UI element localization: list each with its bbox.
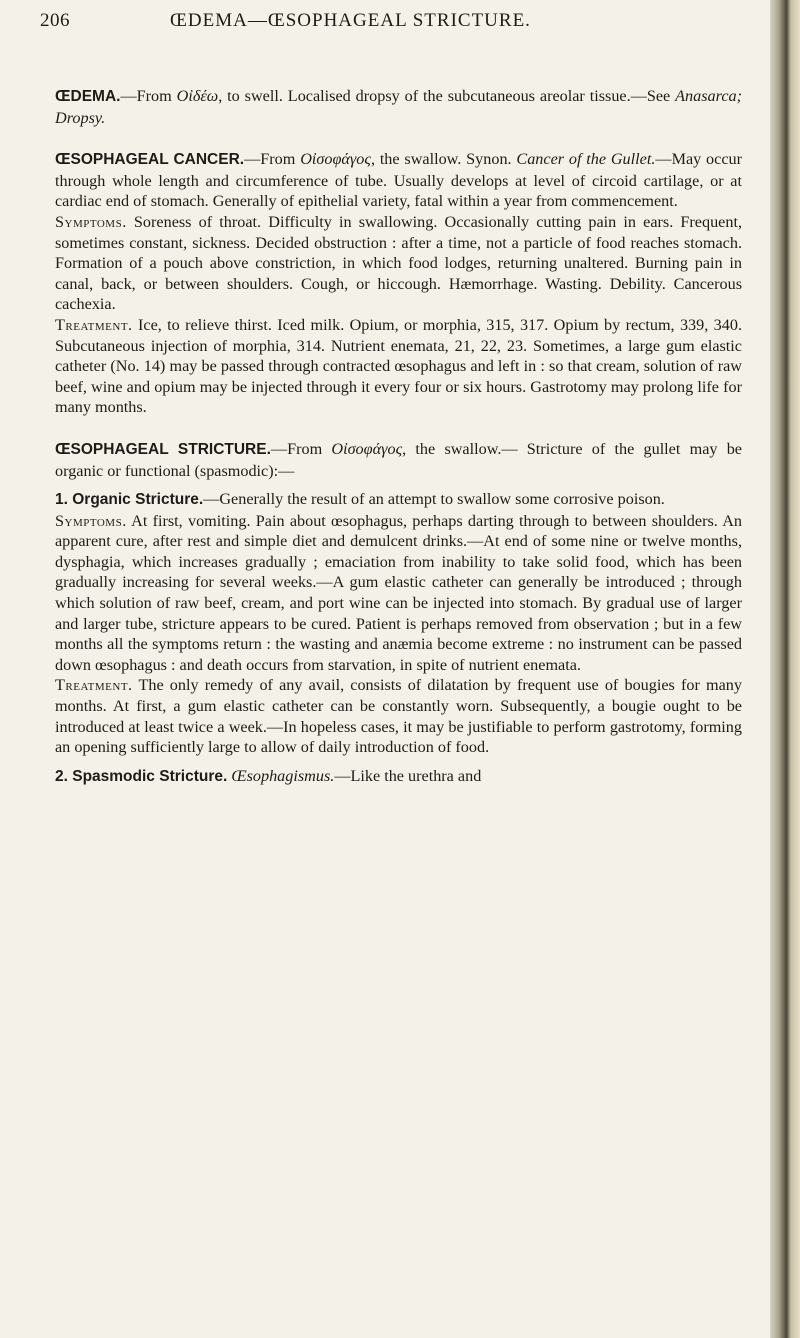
symptoms-text: Soreness of throat. Difficulty in swallowing. Occasionally cutting pain in ears. Frequent, sometimes constant, sickness. Decided obstruction : after a time, not a particle of food reaches stomach. Formation of a pouch above constriction, in which food lodges, returning unaltered. Burning pain in canal, back, or between shoulders. Cough, or hiccough. Hæmorrhage. Wasting. Debility. Cancerous cachexia. [55,212,742,314]
subhead-spasmodic-stricture: 2. Spasmodic Stricture. [55,767,228,785]
entry-oesophageal-stricture [55,439,742,788]
symptoms-label: Symptoms. [55,212,127,231]
entry-text: —Generally the result of an attempt to swallow some corrosive poison. [203,490,665,509]
treatment-text: The only remedy of any avail, consists of dilatation by frequent use of bougies for many months. At first, a gum elastic catheter can be constantly worn. Subsequently, a bougie ought to be introduced at least twice a week.—In hopeless cases, it may be justifiable to perform gastrotomy, forming an opening sufficiently large to allow of daily introduction of food. [55,676,742,757]
entry-oesophageal-cancer [55,149,742,418]
subhead-organic-stricture: 1. Organic Stricture. [55,491,204,509]
entry-text: , the swallow. Synon. [370,150,517,169]
headword-oedema: ŒDEMA. [55,88,121,105]
greek-word: Οἰσοφάγος [331,439,403,458]
page-binding-edge [770,0,800,1338]
entry-text: —May occur through whole length and circumference of tube. Usually develops at level of circoid cartilage, or at cardiac end of stomach. Generally of epithelial variety, fatal within a year from commencement. [55,150,742,211]
running-header [40,2,740,38]
entry-text: , to swell. Localised dropsy of the subcutaneous areolar tissue.—See [218,87,676,105]
greek-word: Οἰδέω [176,87,219,105]
see-also: Anasarca; Dropsy. [55,87,742,127]
treatment-label: Treatment. [55,676,133,695]
term-oesophagismus: Œsophagismus. [231,766,335,785]
synonym: Cancer of the Gullet. [516,150,656,169]
treatment-label: Treatment. [55,315,133,334]
headword-oesophageal-stricture: ŒSOPHAGEAL STRICTURE. [55,440,271,458]
treatment-text: Ice, to relieve thirst. Iced milk. Opium, or morphia, 315, 317. Opium by rectum, 339, 340. Subcutaneous injection of morphia, 314. Nutrient enemata, 21, 22, 23. Sometimes, a large gum elastic catheter (No. 14) may be passed through contracted œsophagus and left in : so that cream, solution of raw beef, wine and opium may be injected through it every four or six hours. Gastrotomy may prolong life for many months. [55,315,742,417]
page-body [55,86,742,808]
entry-text: , the swallow.— Stricture of the gullet may be organic or functional (spasmodic):— [55,439,742,480]
entry-text: —From [270,439,332,458]
entry-text: —From [120,87,177,105]
symptoms-label: Symptoms. [55,511,127,530]
running-title: ŒDEMA—ŒSOPHAGEAL STRICTURE. [170,10,531,31]
entry-oedema [55,86,742,128]
greek-word: Οἰσοφάγος [300,150,371,169]
page-number: 206 [40,10,70,31]
entry-text: —Like the urethra and [334,766,482,785]
entry-text: —From [244,150,301,169]
headword-oesophageal-cancer: ŒSOPHAGEAL CANCER. [55,151,245,169]
symptoms-text: At first, vomiting. Pain about œsophagus, perhaps darting through to between shoulders. An apparent cure, after rest and simple diet and demulcent drinks.—At end of some nine or twelve months, dysphagia, which increases gradually ; emaciation from inability to take solid food, which has been gradually increasing for several weeks.—A gum elastic catheter can generally be introduced ; through which solution of raw beef, cream, and port wine can be injected into stomach. By gradual use of larger and larger tube, stricture appears to be cured. Patient is perhaps removed from observation ; but in a few months all the symptoms return : the wasting and anæmia become extreme : no instrument can be passed down œsophagus : and death occurs from starvation, in spite of nutrient enemata. [55,511,742,674]
